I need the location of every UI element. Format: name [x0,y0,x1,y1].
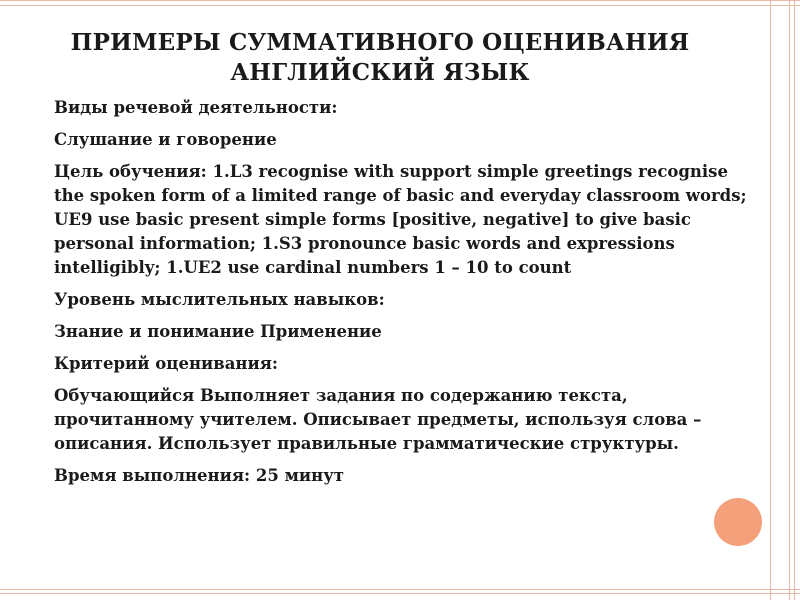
frame-right-line-3 [794,0,795,600]
item-text: Слушание и говорение [54,130,277,149]
frame-top-line [0,0,800,6]
item-text: Знание и понимание Применение [54,322,382,341]
list-item [30,352,750,376]
list-item [30,128,750,152]
title-line-1: ПРИМЕРЫ СУММАТИВНОГО ОЦЕНИВАНИЯ [70,29,690,56]
decorative-circle [714,498,762,546]
frame-right-line-2 [789,0,790,600]
slide-title [30,28,730,88]
item-text: Цель обучения: 1.L3 recognise with support simple greetings recognise the spoken form of a limited range of basic and everyday classroom words; UE9 use basic present simple forms [positive, negative] to give basic personal information; 1.S3 pronounce basic words and expressions intelligibly; 1.UE2 use cardinal numbers 1 – 10 to count [54,162,747,277]
item-text: Время выполнения: 25 минут [54,466,345,485]
list-item [30,288,750,312]
bullet-list [30,96,750,496]
title-line-2: АНГЛИЙСКИЙ ЯЗЫК [230,59,530,86]
list-item [30,464,750,488]
item-text: Виды речевой деятельности: [54,98,338,117]
item-text: Обучающийся Выполняет задания по содержанию текста, прочитанному учителем. Описывает предметы, используя слова – описания. Использует правильные грамматические структуры. [54,386,702,453]
list-item [30,320,750,344]
list-item [30,160,750,280]
item-text: Уровень мыслительных навыков: [54,290,385,309]
list-item [30,384,750,456]
frame-right-line [770,0,771,600]
frame-bottom-line [0,589,800,594]
list-item [30,96,750,120]
item-text: Критерий оценивания: [54,354,279,373]
